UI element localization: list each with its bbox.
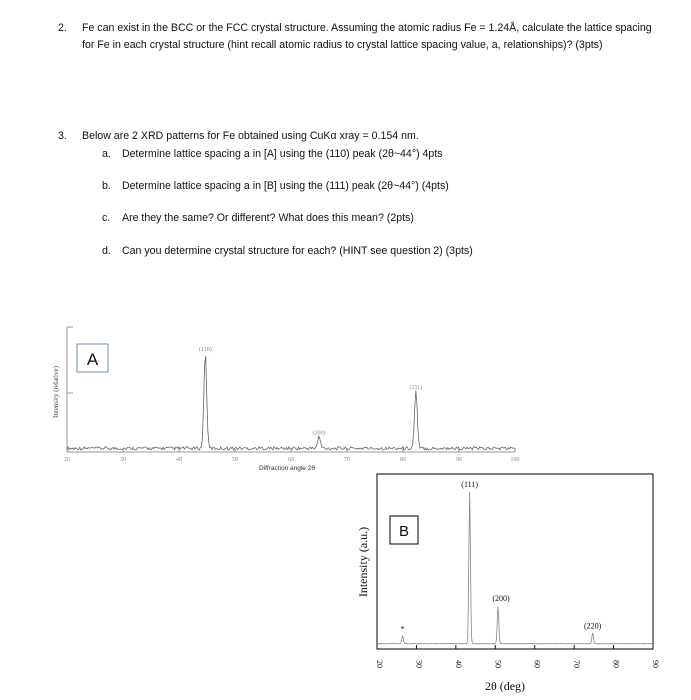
peak-label: (111) — [461, 480, 479, 489]
question-2 — [58, 20, 658, 54]
peak-label: (220) — [584, 621, 602, 631]
part-label: b. — [102, 180, 111, 192]
part-text: Are they the same? Or different? What does this mean? (2pts) — [122, 212, 414, 224]
peak-label: (200) — [312, 430, 326, 437]
series-line — [377, 492, 653, 644]
question-3-part-d — [102, 245, 473, 257]
x-tick-label: 70 — [344, 457, 350, 463]
x-tick-label: 40 — [453, 660, 463, 668]
x-tick-label: 60 — [288, 457, 294, 463]
question-3 — [58, 128, 658, 145]
question-3-number: 3. — [58, 130, 67, 142]
panel-label: B — [398, 523, 410, 540]
peak-label: (200) — [492, 594, 510, 603]
y-axis-label: Intensity (a.u.) — [356, 526, 370, 598]
x-tick-label: 70 — [572, 660, 582, 668]
x-tick-label: 20 — [375, 660, 384, 668]
part-text: Can you determine crystal structure for each? (HINT see question 2) (3pts) — [122, 245, 473, 257]
x-tick-label: 20 — [64, 457, 70, 463]
x-tick-label: 90 — [651, 660, 660, 668]
question-2-text: Fe can exist in the BCC or the FCC crystal structure. Assuming the atomic radius Fe = 1.24Å, calculate the lattice spacing for Fe in each crystal structure (hint recall atomic radius to crystal lattice spacing value, a, relationships)? (3pts) — [82, 22, 652, 51]
xrd-chart-a — [50, 325, 530, 480]
part-text: Determine lattice spacing a in [B] using the (111) peak (2θ~44°) (4pts) — [122, 180, 449, 192]
x-tick-label: 50 — [493, 660, 503, 668]
peak-label: (110) — [198, 347, 212, 353]
question-2-number: 2. — [58, 22, 67, 34]
x-axis-label: Diffraction angle 2θ — [259, 465, 315, 472]
part-label: d. — [102, 245, 111, 257]
part-text: Determine lattice spacing a in [A] using the (110) peak (2θ~44°) 4pts — [122, 148, 443, 160]
x-tick-label: 40 — [176, 457, 182, 463]
x-tick-label: 90 — [456, 457, 462, 463]
plot-frame — [377, 474, 653, 649]
x-tick-label: 50 — [232, 457, 238, 463]
x-tick-label: 30 — [414, 660, 424, 668]
question-3-part-a — [102, 148, 443, 160]
question-3-text: Below are 2 XRD patterns for Fe obtained using CuKα xray = 0.154 nm. — [82, 130, 419, 142]
x-axis-label: 2θ (deg) — [484, 679, 526, 693]
peak-label: (211) — [409, 385, 423, 391]
x-tick-label: 80 — [611, 660, 621, 668]
y-axis-label: Intensity (relative) — [52, 366, 60, 418]
peak-label: * — [400, 624, 405, 634]
part-label: c. — [102, 212, 111, 224]
x-tick-label: 80 — [400, 457, 406, 463]
x-tick-label: 30 — [120, 457, 126, 463]
xrd-chart-b — [345, 472, 675, 697]
question-3-part-c — [102, 212, 414, 224]
x-tick-label: 60 — [532, 660, 542, 668]
part-label: a. — [102, 148, 111, 160]
x-tick-label: 100 — [510, 457, 520, 463]
question-3-part-b — [102, 180, 449, 192]
panel-label: A — [86, 350, 99, 369]
series-line — [67, 356, 515, 450]
